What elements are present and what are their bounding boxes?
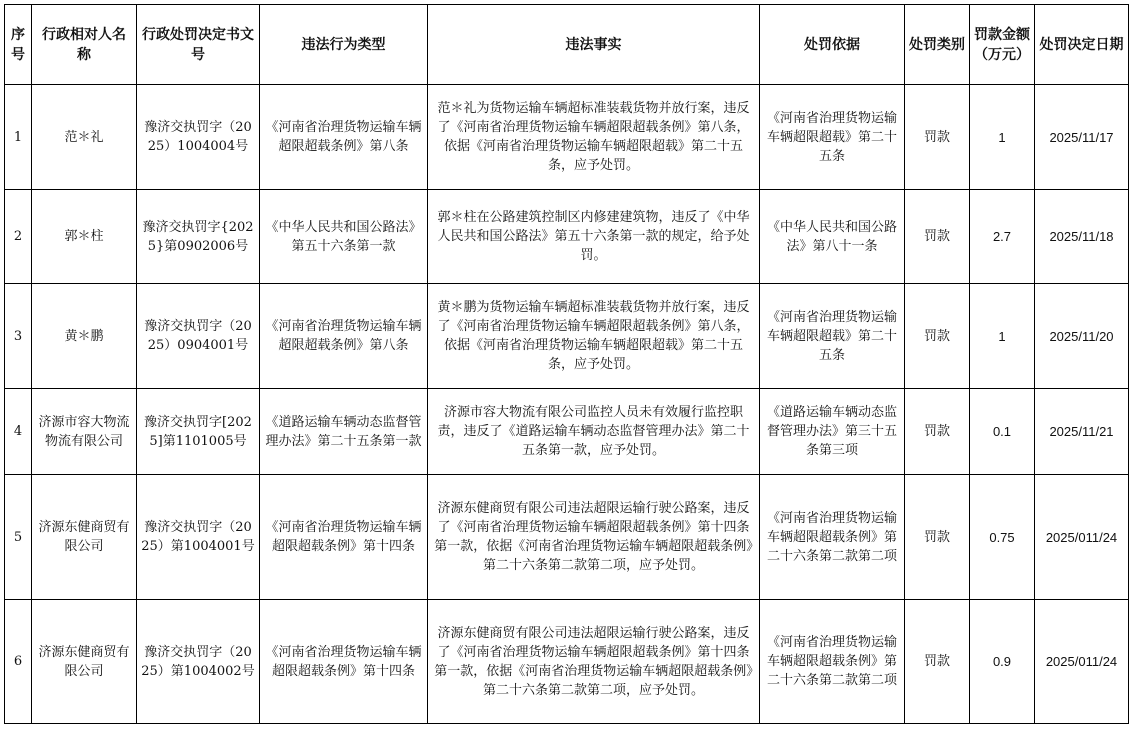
header-seq: 序号 bbox=[5, 5, 32, 85]
cell-fact: 范＊礼为货物运输车辆超标准装载货物并放行案，违反了《河南省治理货物运输车辆超限超载条例》第八条，依据《河南省治理货物运输车辆超限超载》第二十五条，应予处罚。 bbox=[428, 85, 760, 190]
penalty-table bbox=[4, 4, 1129, 724]
cell-date: 2025/11/17 bbox=[1035, 85, 1129, 190]
cell-amount: 1 bbox=[970, 284, 1035, 389]
cell-type: 《道路运输车辆动态监督管理办法》第二十五条第一款 bbox=[260, 389, 428, 475]
cell-party: 郭＊柱 bbox=[32, 190, 137, 284]
cell-category: 罚款 bbox=[905, 600, 970, 724]
cell-type: 《中华人民共和国公路法》第五十六条第一款 bbox=[260, 190, 428, 284]
cell-party: 济源市容大物流物流有限公司 bbox=[32, 389, 137, 475]
cell-date: 2025/011/24 bbox=[1035, 600, 1129, 724]
cell-doc-no: 豫济交执罚字（2025）第1004002号 bbox=[137, 600, 260, 724]
cell-amount: 0.75 bbox=[970, 475, 1035, 600]
cell-seq: 2 bbox=[5, 190, 32, 284]
header-amount: 罚款金额（万元） bbox=[970, 5, 1035, 85]
table-row bbox=[5, 475, 1129, 600]
cell-doc-no: 豫济交执罚字（2025）1004004号 bbox=[137, 85, 260, 190]
cell-type: 《河南省治理货物运输车辆超限超载条例》第八条 bbox=[260, 85, 428, 190]
cell-type: 《河南省治理货物运输车辆超限超载条例》第十四条 bbox=[260, 475, 428, 600]
cell-amount: 2.7 bbox=[970, 190, 1035, 284]
cell-type: 《河南省治理货物运输车辆超限超载条例》第十四条 bbox=[260, 600, 428, 724]
cell-date: 2025/11/18 bbox=[1035, 190, 1129, 284]
cell-category: 罚款 bbox=[905, 475, 970, 600]
cell-amount: 0.1 bbox=[970, 389, 1035, 475]
cell-seq: 3 bbox=[5, 284, 32, 389]
cell-fact: 济源市容大物流有限公司监控人员未有效履行监控职责，违反了《道路运输车辆动态监督管理办法》第二十五条第一款，应予处罚。 bbox=[428, 389, 760, 475]
cell-date: 2025/11/21 bbox=[1035, 389, 1129, 475]
cell-type: 《河南省治理货物运输车辆超限超载条例》第八条 bbox=[260, 284, 428, 389]
cell-basis: 《河南省治理货物运输车辆超限超载条例》第二十六条第二款第二项 bbox=[760, 600, 905, 724]
cell-doc-no: 豫济交执罚字（2025）第1004001号 bbox=[137, 475, 260, 600]
cell-doc-no: 豫济交执罚字（2025）0904001号 bbox=[137, 284, 260, 389]
header-type: 违法行为类型 bbox=[260, 5, 428, 85]
cell-amount: 0.9 bbox=[970, 600, 1035, 724]
cell-category: 罚款 bbox=[905, 284, 970, 389]
header-fact: 违法事实 bbox=[428, 5, 760, 85]
cell-category: 罚款 bbox=[905, 85, 970, 190]
header-basis: 处罚依据 bbox=[760, 5, 905, 85]
cell-basis: 《中华人民共和国公路法》第八十一条 bbox=[760, 190, 905, 284]
cell-party: 济源东健商贸有限公司 bbox=[32, 475, 137, 600]
cell-fact: 黄＊鹏为货物运输车辆超标准装载货物并放行案，违反了《河南省治理货物运输车辆超限超载条例》第八条，依据《河南省治理货物运输车辆超限超载》第二十五条，应予处罚。 bbox=[428, 284, 760, 389]
table-row bbox=[5, 600, 1129, 724]
cell-doc-no: 豫济交执罚字[2025]第1101005号 bbox=[137, 389, 260, 475]
table-row bbox=[5, 85, 1129, 190]
cell-amount: 1 bbox=[970, 85, 1035, 190]
table-row bbox=[5, 190, 1129, 284]
cell-basis: 《河南省治理货物运输车辆超限超载》第二十五条 bbox=[760, 85, 905, 190]
cell-category: 罚款 bbox=[905, 190, 970, 284]
cell-seq: 1 bbox=[5, 85, 32, 190]
cell-seq: 5 bbox=[5, 475, 32, 600]
header-date: 处罚决定日期 bbox=[1035, 5, 1129, 85]
cell-category: 罚款 bbox=[905, 389, 970, 475]
header-doc-no: 行政处罚决定书文号 bbox=[137, 5, 260, 85]
header-category: 处罚类别 bbox=[905, 5, 970, 85]
cell-date: 2025/11/20 bbox=[1035, 284, 1129, 389]
cell-date: 2025/011/24 bbox=[1035, 475, 1129, 600]
cell-basis: 《道路运输车辆动态监督管理办法》第三十五条第三项 bbox=[760, 389, 905, 475]
cell-party: 范＊礼 bbox=[32, 85, 137, 190]
table-row bbox=[5, 389, 1129, 475]
cell-seq: 4 bbox=[5, 389, 32, 475]
cell-fact: 济源东健商贸有限公司违法超限运输行驶公路案，违反了《河南省治理货物运输车辆超限超载条例》第十四条第一款，依据《河南省治理货物运输车辆超限超载条例》第二十六条第二款第二项，应予处罚。 bbox=[428, 600, 760, 724]
cell-basis: 《河南省治理货物运输车辆超限超载》第二十五条 bbox=[760, 284, 905, 389]
cell-party: 黄＊鹏 bbox=[32, 284, 137, 389]
cell-doc-no: 豫济交执罚字{2025}第0902006号 bbox=[137, 190, 260, 284]
cell-basis: 《河南省治理货物运输车辆超限超载条例》第二十六条第二款第二项 bbox=[760, 475, 905, 600]
cell-fact: 郭＊柱在公路建筑控制区内修建建筑物，违反了《中华人民共和国公路法》第五十六条第一款的规定，给予处罚。 bbox=[428, 190, 760, 284]
cell-fact: 济源东健商贸有限公司违法超限运输行驶公路案，违反了《河南省治理货物运输车辆超限超载条例》第十四条第一款，依据《河南省治理货物运输车辆超限超载条例》第二十六条第二款第二项，应予处罚。 bbox=[428, 475, 760, 600]
table-row bbox=[5, 284, 1129, 389]
cell-seq: 6 bbox=[5, 600, 32, 724]
header-party: 行政相对人名称 bbox=[32, 5, 137, 85]
header-row bbox=[5, 5, 1129, 85]
cell-party: 济源东健商贸有限公司 bbox=[32, 600, 137, 724]
